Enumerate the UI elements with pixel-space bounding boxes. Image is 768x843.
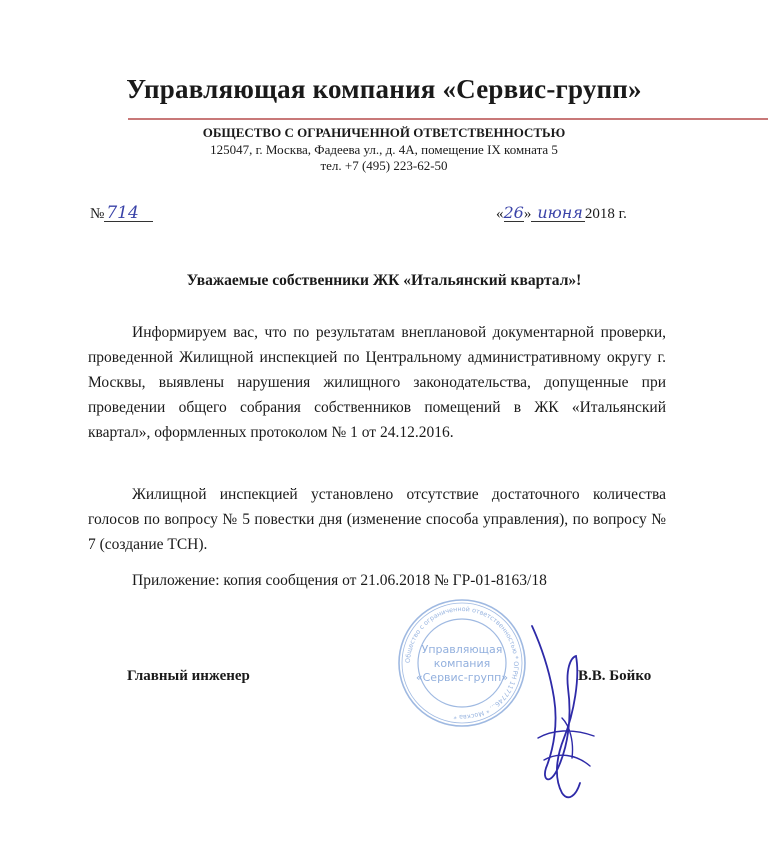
organization-phone: тел. +7 (495) 223-62-50 bbox=[320, 158, 448, 173]
document-number bbox=[90, 205, 153, 223]
organization-address: 125047, г. Москва, Фадеева ул., д. 4А, помещение IX комната 5 bbox=[210, 142, 558, 157]
date-year: 2018 г. bbox=[584, 206, 627, 222]
document-date bbox=[496, 205, 627, 223]
greeting-heading: Уважаемые собственники ЖК «Итальянский квартал»! bbox=[186, 272, 582, 289]
signer-title: Главный инженер bbox=[127, 668, 250, 684]
paragraph-2-text: Жилищной инспекцией установлено отсутствие достаточного количества голосов по вопросу № 5 повестки дня (изменение способа управления), по вопросу № 7 (создание ТСН). bbox=[88, 486, 666, 553]
paragraph-1-text: Информируем вас, что по результатам внеплановой документарной проверки, проведенной Жилищной инспекцией по Центральному административному округу г. Москвы, выявлены нарушения жилищного законодательства, допущенные при проведении общего собрания собственников помещений в ЖК «Итальянский квартал», оформленных протоколом № 1 от 24.12.2016. bbox=[88, 324, 666, 441]
date-open-quote: « bbox=[496, 206, 504, 222]
signer-name: В.В. Бойко bbox=[578, 668, 652, 684]
stamp-ring-text: Общество с ограниченной ответственностью * ОГРН 1177746... * Москва * bbox=[403, 604, 521, 722]
body-paragraph-2 bbox=[88, 482, 666, 557]
date-close-quote: » bbox=[523, 206, 532, 222]
signature-icon bbox=[524, 618, 602, 808]
company-title: Управляющая компания «Сервис-групп» bbox=[126, 74, 642, 104]
number-handwritten: 714 bbox=[104, 205, 152, 222]
date-month-handwritten: июня bbox=[531, 205, 585, 222]
date-day-handwritten: 26 bbox=[503, 203, 524, 222]
paragraph-3-text: Приложение: копия сообщения от 21.06.2018 № ГР-01-8163/18 bbox=[132, 572, 547, 589]
body-paragraph-1 bbox=[88, 320, 666, 445]
company-stamp-icon bbox=[396, 597, 528, 729]
stamp-line-2: компания bbox=[433, 657, 491, 670]
body-paragraph-3 bbox=[88, 568, 666, 593]
stamp-line-3: «Сервис-групп» bbox=[415, 671, 509, 684]
header-divider bbox=[128, 118, 768, 120]
stamp-line-1: Управляющая bbox=[421, 643, 503, 656]
number-prefix: № bbox=[90, 206, 105, 222]
organization-name: ОБЩЕСТВО С ОГРАНИЧЕННОЙ ОТВЕТСТВЕННОСТЬЮ bbox=[202, 125, 566, 140]
